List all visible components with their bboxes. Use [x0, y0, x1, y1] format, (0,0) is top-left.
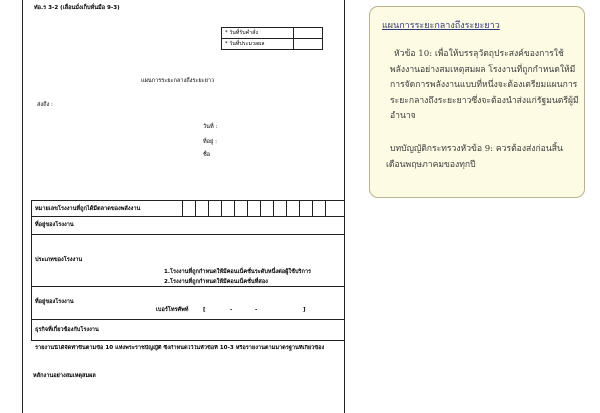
- plan-title: แผนการระยะกลางถึงระยะยาว: [141, 78, 215, 84]
- table-row: [32, 287, 344, 320]
- address-label: ที่อยู่ :: [203, 139, 217, 145]
- addressee-label: ส่งถึง :: [37, 102, 53, 108]
- phone-dash-2: -: [255, 307, 258, 313]
- table-row: [32, 217, 344, 235]
- factory-address-label-2: ที่อยู่ของโรงงาน: [35, 299, 74, 305]
- factory-type-label: ประเภทของโรงงาน: [35, 257, 83, 263]
- factory-type-option-2[interactable]: 2.โรงงานที่ถูกกำหนดให้มีคอนเน็คชั่นที่สอง: [164, 279, 268, 285]
- factory-info-table: [31, 200, 345, 341]
- form-page: [22, 0, 345, 413]
- submit-date-label: วันที่ :: [203, 124, 218, 130]
- footnote: รายงานนี้ได้จัดทำขึ้นตามข้อ 10 แห่งพระราชบัญญัติ ซึ่งกำหนดไว้ในหัวข้อที่ 10-3 หรือรายงานตามมาตรฐานที่เกี่ยวข้อง: [35, 345, 325, 351]
- factory-number-boxes[interactable]: [182, 201, 338, 216]
- note-paragraph-2: บทบัญญัติกระทรวงหัวข้อ 9: ควรต้องส่งก่อนสิ้นเดือนพฤษภาคมของทุกปี: [386, 143, 563, 170]
- section-heading: หลักงานอย่างสมเหตุสมผล: [33, 373, 96, 379]
- table-row: [32, 201, 344, 217]
- factory-number-label: หมายเลขโรงงานที่ถูกได้มีตลาดของพลังงาน: [35, 206, 141, 212]
- factory-type-option-1[interactable]: 1.โรงงานที่ถูกกำหนดให้มีคอนเน็คชั่นระดับหนึ่งต่อผู้ใช้บริการ: [164, 269, 312, 275]
- factory-address-label: ที่อยู่ของโรงงาน: [35, 222, 74, 228]
- issued-date-label: * วันที่ประมวลผล: [222, 39, 294, 49]
- phone-dash-1: -: [230, 307, 233, 313]
- received-date-label: * วันที่รับคำสั่ง: [222, 28, 294, 38]
- phone-label: เบอร์โทรศัพท์: [156, 307, 189, 313]
- date-box: [221, 27, 323, 50]
- table-row: [32, 320, 344, 340]
- related-business-label: ธุรกิจที่เกี่ยวข้องกับโรงงาน: [35, 327, 99, 333]
- phone-open-bracket: [: [203, 307, 206, 313]
- explanation-note: [369, 6, 585, 198]
- note-paragraph-1: หัวข้อ 10: เพื่อให้บรรลุวัตถุประสงค์ของการใช้พลังงานอย่างสมเหตุสมผล โรงงานที่ถูกกำหนดให้มีการจัดการพลังงานแบบที่หนึ่งจะต้องเตรียมแผนการระยะกลางถึงระยะยาวซึ่งจะต้องนำส่งแก่รัฐมนตรีผู้มีอำนาจ: [390, 49, 579, 122]
- form-code: ท๋อ.ร 3-2 (เลื่อนมั่งเก็บหั่นมือ 9-3): [34, 5, 120, 11]
- received-date-field[interactable]: [294, 28, 322, 38]
- name-label: ชื่อ: [203, 152, 211, 158]
- note-title: แผนการระยะกลางถึงระยะยาว: [382, 21, 500, 31]
- note-body: [386, 47, 580, 173]
- issued-date-field[interactable]: [294, 39, 322, 49]
- phone-close-bracket: ]: [303, 307, 306, 313]
- table-row: [32, 235, 344, 287]
